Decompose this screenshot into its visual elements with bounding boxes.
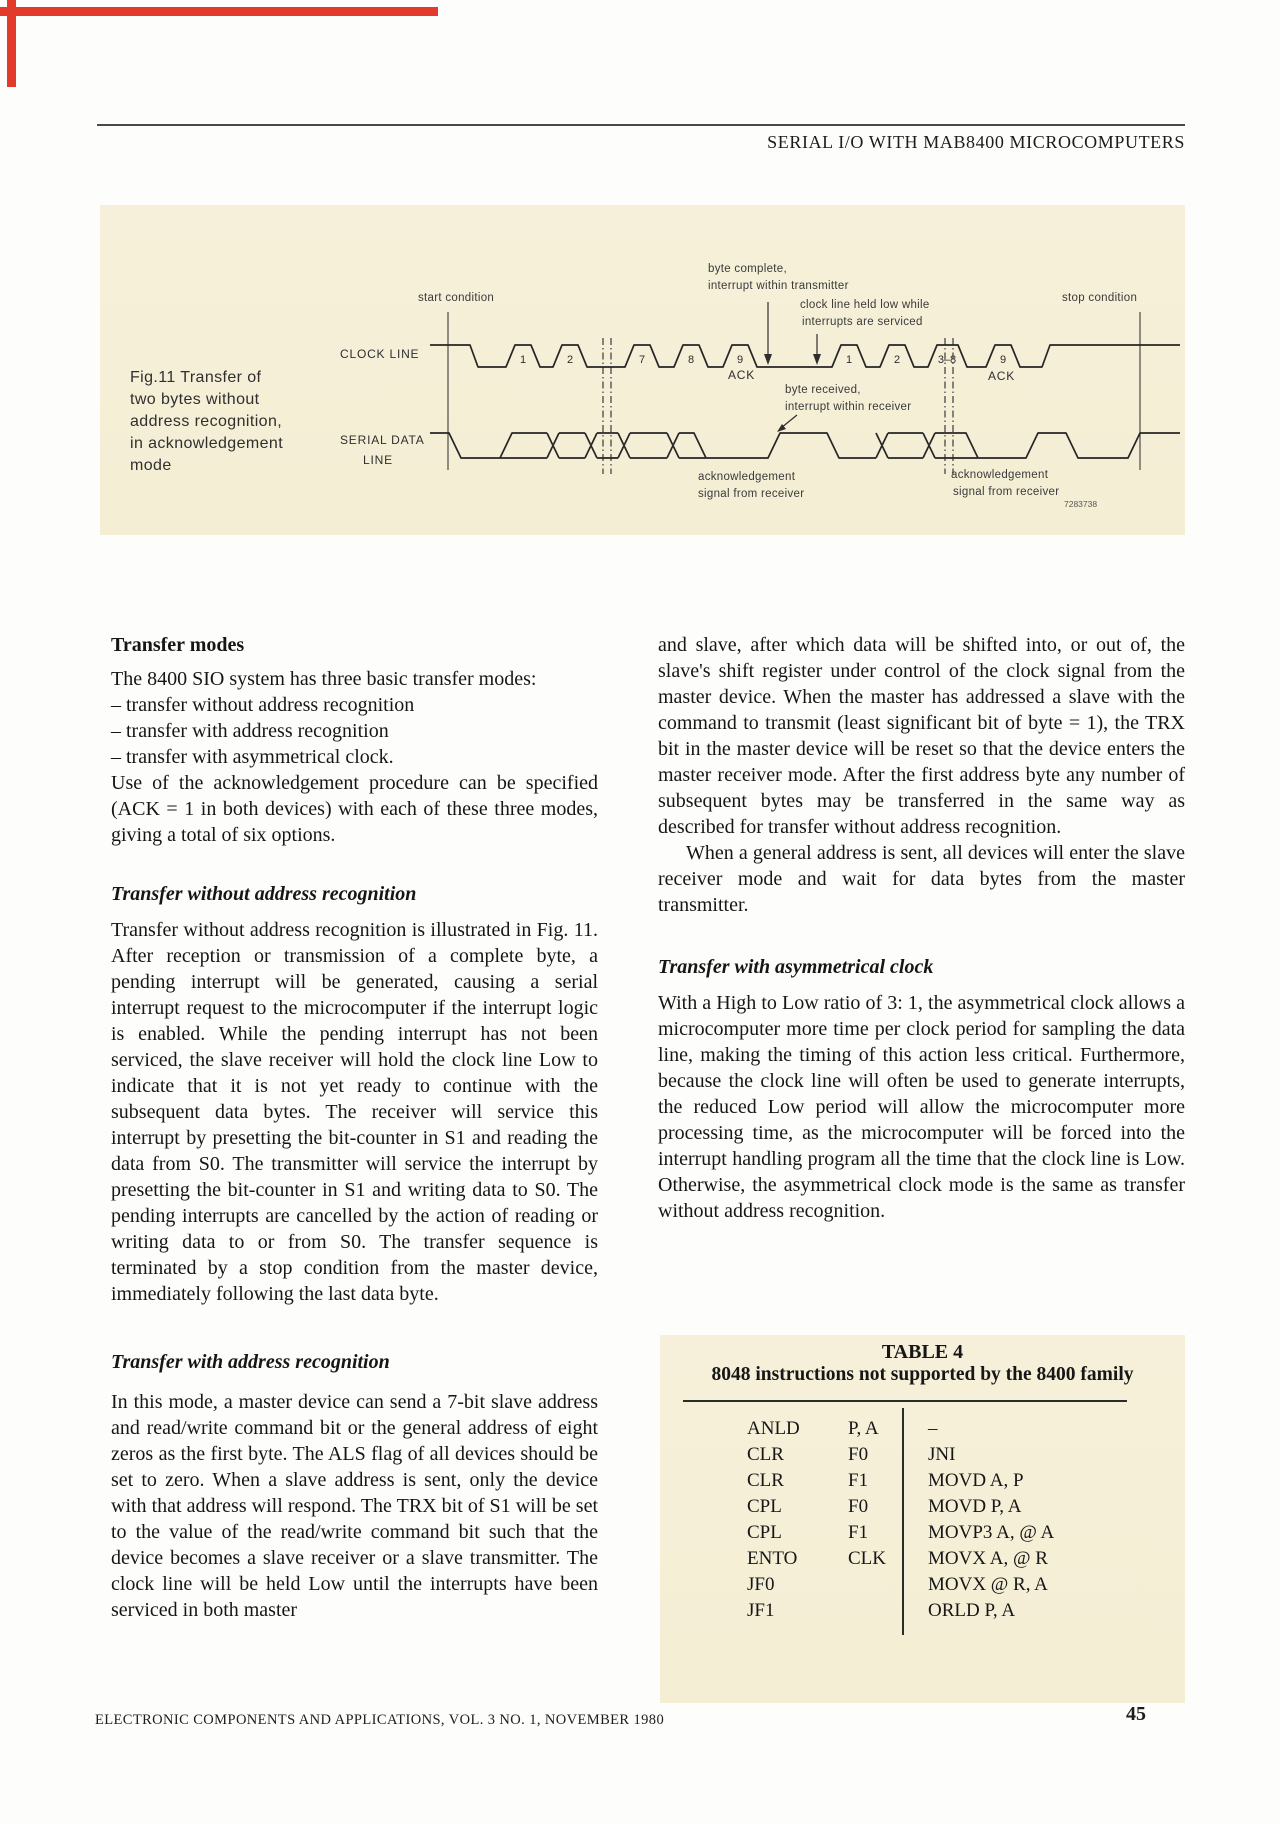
mnemonic-cell: CLR xyxy=(747,1444,784,1465)
ack-signal-label-1: acknowledgement xyxy=(698,471,796,483)
mnemonic-cell: ENTO xyxy=(747,1548,798,1569)
serial-data-line-label: SERIAL DATA xyxy=(340,433,425,447)
operand-cell: F0 xyxy=(848,1444,869,1465)
transfer-modes-intro: The 8400 SIO system has three basic transfer modes: xyxy=(111,668,537,690)
mnemonic-cell: CPL xyxy=(747,1522,782,1543)
clock-held-low-label-2: interrupts are serviced xyxy=(802,316,923,328)
table-row xyxy=(660,1548,1185,1574)
page-number: 45 xyxy=(1126,1703,1146,1725)
red-crop-mark-vertical xyxy=(7,0,16,87)
table-title: TABLE 4 xyxy=(881,1341,964,1363)
transfer-mode-list-item: – transfer with address recognition xyxy=(111,720,389,742)
section-heading-transfer-modes: Transfer modes xyxy=(111,634,245,656)
byte-received-label-2: interrupt within receiver xyxy=(785,401,912,413)
figure-caption xyxy=(130,367,283,477)
table-subtitle: 8048 instructions not supported by the 8400 family xyxy=(711,1364,1134,1385)
instruction-cell: ORLD P, A xyxy=(928,1600,1016,1621)
header-rule xyxy=(97,124,1185,126)
clock-pulse-number: 2 xyxy=(566,354,574,366)
ack-signal-label-2b: signal from receiver xyxy=(953,486,1060,498)
table-top-rule xyxy=(683,1400,1127,1402)
clock-waveform xyxy=(430,345,1180,367)
byte-complete-label: byte complete, xyxy=(708,263,787,275)
clock-pulse-number: 1 xyxy=(519,354,527,366)
instruction-cell: MOVX A, @ R xyxy=(928,1548,1048,1569)
operand-cell: CLK xyxy=(848,1548,886,1569)
clock-pulse-number: 2 xyxy=(893,354,901,366)
byte-complete-label-2: interrupt within transmitter xyxy=(708,280,849,292)
operand-cell: F1 xyxy=(848,1470,869,1491)
clock-held-low-arrowhead xyxy=(813,354,821,365)
byte-complete-arrowhead xyxy=(764,354,772,365)
asymmetrical-clock-paragraph: With a High to Low ratio of 3: 1, the asymmetrical clock allows a microcomputer more time per clock period for sampling the data line, making the timing of this action less critical. Furthermore, because the clock line will often be used to generate interrupts, the reduced Low period will allow the microcomputer more processing time, as the microcomputer will be forced into the interrupt handling program all the time that the clock line is Low. Otherwise, the asymmetrical clock mode is the same as transfer without address recognition. xyxy=(658,992,1185,1222)
without-recognition-paragraph: Transfer without address recognition is illustrated in Fig. 11. After reception or transmission of a complete byte, a pending interrupt will be generated, causing a serial interrupt request to the microcomputer if the interrupt logic is enabled. While the pending interrupt has not been serviced, the slave receiver will hold the clock line Low to indicate that it is not yet ready to continue with the subsequent data bytes. The receiver will service this interrupt by presetting the bit-counter in S1 and reading the data from S0. The transmitter will service the interrupt by presetting the bit-counter in S1 and writing data to S0. The pending interrupts are cancelled by the action of reading or writing data to or from S0. The transfer sequence is terminated by a stop condition from the master device, immediately following the last data byte. xyxy=(111,919,598,1305)
transfer-mode-list-item: – transfer without address recognition xyxy=(111,694,415,716)
clock-pulse-number: 9 xyxy=(999,354,1007,366)
instruction-cell: MOVX @ R, A xyxy=(928,1574,1048,1595)
table-row xyxy=(660,1522,1185,1548)
journal-footer: ELECTRONIC COMPONENTS AND APPLICATIONS, VOL. 3 NO. 1, NOVEMBER 1980 xyxy=(95,1712,665,1728)
stop-condition-label: stop condition xyxy=(1062,292,1138,304)
recognition-continued-paragraph: and slave, after which data will be shifted into, or out of, the slave's shift register under control of the clock signal from the master device. When the master has addressed a slave with the command to transmit (least significant bit of byte = 1), the TRX bit in the master device will be reset so that the device enters the master receiver mode. After the first address byte any number of subsequent bytes may be transferred in the same way as described for transfer without address recognition. xyxy=(658,634,1185,838)
left-column xyxy=(111,632,598,1623)
mnemonic-cell: CLR xyxy=(747,1470,784,1491)
transfer-modes-outro: Use of the acknowledgement procedure can be specified (ACK = 1 in both devices) with each of these three modes, giving a total of six options. xyxy=(111,772,598,846)
with-recognition-paragraph: In this mode, a master device can send a 7-bit slave address and read/write command bit or the general address of eight zeros as the first byte. The ALS flag of all devices should be set to zero. When a slave address is sent, only the device with that address will respond. The TRX bit of S1 will be set to the value of the read/write command bit such that the device becomes a slave receiver or a slave transmitter. The clock line will be held Low until the interrupts have been serviced in both master xyxy=(111,1391,598,1621)
operand-cell: P, A xyxy=(848,1418,879,1439)
red-crop-mark-horizontal xyxy=(0,7,438,16)
timing-diagram xyxy=(420,285,1190,515)
table-row xyxy=(660,1574,1185,1600)
transfer-mode-list-item: – transfer with asymmetrical clock. xyxy=(111,746,394,768)
table-row xyxy=(660,1444,1185,1470)
mnemonic-cell: JF0 xyxy=(747,1574,775,1595)
general-address-paragraph: When a general address is sent, all devices will enter the slave receiver mode and wait for data bytes from the master transmitter. xyxy=(658,842,1185,916)
table-4 xyxy=(660,1335,1185,1703)
instruction-cell: MOVD P, A xyxy=(928,1496,1022,1517)
clock-pulse-number: 1 xyxy=(845,354,853,366)
operand-cell: F0 xyxy=(848,1496,869,1517)
serial-data-waveform xyxy=(430,433,1180,458)
instruction-cell: – xyxy=(928,1418,938,1439)
clock-pulse-number: 8 xyxy=(687,354,695,366)
ack-signal-label-2: acknowledgement xyxy=(951,469,1049,481)
operand-cell: F1 xyxy=(848,1522,869,1543)
figure-caption-line: address recognition, xyxy=(130,413,283,430)
instruction-cell: MOVD A, P xyxy=(928,1470,1024,1491)
clock-line-label: CLOCK LINE xyxy=(340,347,420,361)
subheading-asymmetrical-clock: Transfer with asymmetrical clock xyxy=(658,956,934,978)
clock-pulse-number: 3–8 xyxy=(937,354,957,366)
byte-received-label: byte received, xyxy=(785,384,861,396)
ack-label-2: ACK xyxy=(988,369,1016,383)
mnemonic-cell: JF1 xyxy=(747,1600,775,1621)
subheading-without-recognition: Transfer without address recognition xyxy=(111,883,417,905)
figure-caption-line: Fig.11 Transfer of xyxy=(130,369,262,386)
ack-label-1: ACK xyxy=(728,368,756,382)
table-rows xyxy=(660,1418,1185,1626)
figure-caption-line: in acknowledgement xyxy=(130,435,284,452)
instruction-cell: MOVP3 A, @ A xyxy=(928,1522,1055,1543)
start-condition-label: start condition xyxy=(418,292,495,304)
table-row xyxy=(660,1600,1185,1626)
table-row xyxy=(660,1418,1185,1444)
figure-11 xyxy=(100,205,1185,535)
right-column xyxy=(658,632,1185,1224)
figure-caption-line: mode xyxy=(130,457,172,474)
drawing-number: 7283738 xyxy=(1064,499,1098,509)
serial-data-line-label-2: LINE xyxy=(363,453,393,467)
running-header: SERIAL I/O WITH MAB8400 MICROCOMPUTERS xyxy=(767,132,1185,152)
ack-signal-label-1b: signal from receiver xyxy=(698,488,805,500)
clock-pulse-number: 9 xyxy=(736,354,744,366)
table-row xyxy=(660,1470,1185,1496)
mnemonic-cell: ANLD xyxy=(747,1418,800,1439)
instruction-cell: JNI xyxy=(928,1444,956,1465)
clock-pulse-number: 7 xyxy=(638,354,646,366)
table-row xyxy=(660,1496,1185,1522)
figure-caption-line: two bytes without xyxy=(130,391,260,408)
clock-held-low-label: clock line held low while xyxy=(800,299,930,311)
subheading-with-recognition: Transfer with address recognition xyxy=(111,1351,390,1373)
mnemonic-cell: CPL xyxy=(747,1496,782,1517)
